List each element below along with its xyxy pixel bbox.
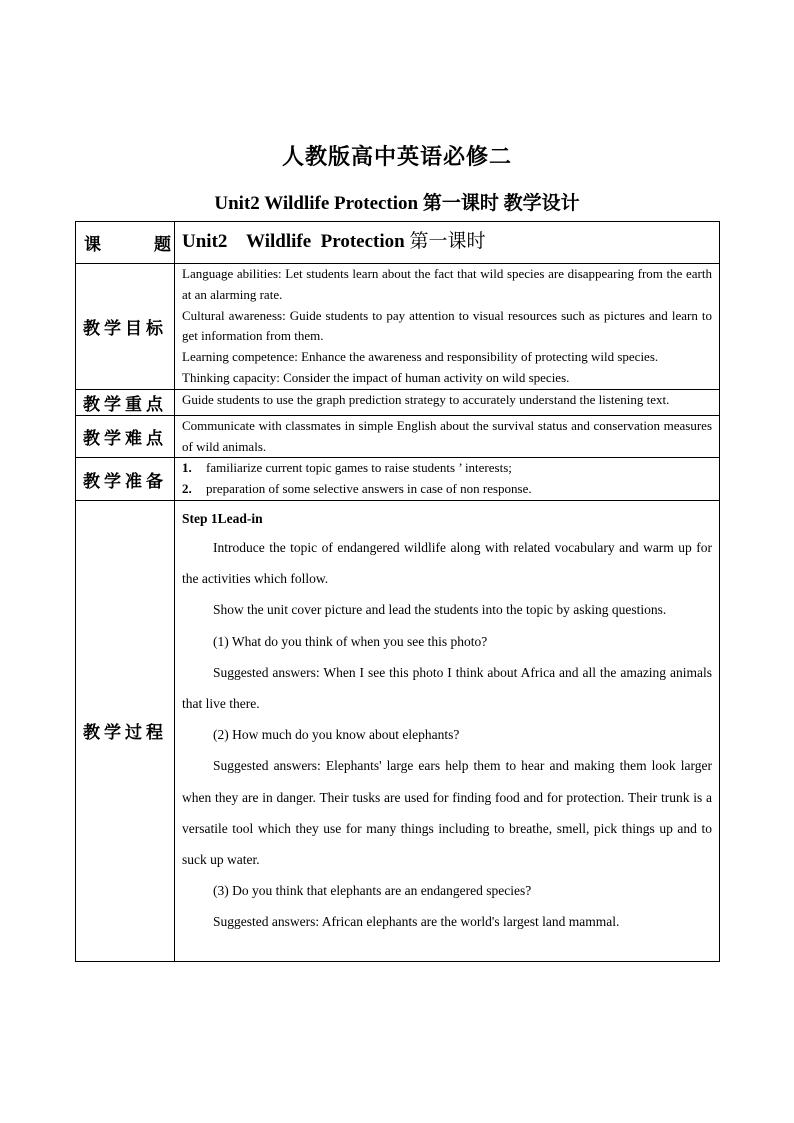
process-answer: Suggested answers: African elephants are the world's largest land mammal.	[213, 914, 620, 930]
objective-item: Language abilities: Let students learn about the fact that wild species are disappearing from the earth at an alarming rate.	[182, 266, 712, 302]
preparation-item-number: 2.	[182, 481, 192, 497]
topic-value	[175, 222, 720, 264]
objective-item: Thinking capacity: Consider the impact of human activity on wild species.	[182, 369, 570, 385]
process-paragraph: Show the unit cover picture and lead the students into the topic by asking questions.	[213, 602, 667, 618]
process-answer: Suggested answers: Elephants' large ears help them to hear and making them look larger when they are in danger. Their tusks are used for finding food and for protection. Their trunk is a versatile tool which they use for many things including to breathe, smell, pick things up and to suck up water.	[182, 758, 712, 867]
preparation-item	[182, 479, 712, 500]
lesson-plan-table	[75, 221, 720, 962]
process-question: (3) Do you think that elephants are an endangered species?	[213, 883, 532, 899]
step-title: Step 1Lead-in	[182, 510, 263, 526]
topic-value-cn: 第一课时	[409, 231, 486, 253]
preparation-item-number: 1.	[182, 460, 192, 476]
objectives-row	[76, 264, 720, 390]
key-points-row	[76, 389, 720, 415]
difficulties-content: Communicate with classmates in simple English about the survival status and conservation measures of wild animals.	[175, 415, 720, 458]
preparation-item	[182, 458, 712, 479]
topic-label-char-2: 题	[154, 235, 171, 254]
preparation-item-text: familiarize current topic games to raise students ’ interests;	[206, 460, 512, 476]
preparation-row	[76, 458, 720, 501]
key-points-content: Guide students to use the graph prediction strategy to accurately understand the listening text.	[175, 389, 720, 415]
objective-item: Learning competence: Enhance the awareness and responsibility of protecting wild species.	[182, 349, 659, 365]
process-content	[175, 500, 720, 961]
process-answer: Suggested answers: When I see this photo I think about Africa and all the amazing animals that live there.	[182, 664, 712, 711]
page-title: 人教版高中英语必修二	[281, 144, 512, 169]
topic-row	[76, 222, 720, 264]
topic-value-en: Unit2 Wildlife Protection	[182, 231, 410, 253]
difficulties-label: 教学难点	[76, 415, 175, 458]
preparation-content	[175, 458, 720, 501]
preparation-label: 教学准备	[76, 458, 175, 501]
topic-label-char-1: 课	[84, 235, 101, 254]
objective-item: Cultural awareness: Guide students to pay attention to visual resources such as pictures and learn to get information from them.	[182, 307, 712, 344]
process-question: (1) What do you think of when you see this photo?	[213, 633, 488, 649]
topic-label	[76, 222, 175, 264]
page-subtitle: Unit2 Wildlife Protection 第一课时 教学设计	[214, 193, 580, 214]
process-question: (2) How much do you know about elephants?	[213, 727, 460, 743]
difficulties-row	[76, 415, 720, 458]
objectives-content	[175, 264, 720, 390]
process-paragraph: Introduce the topic of endangered wildlife along with related vocabulary and warm up for the activities which follow.	[182, 539, 712, 587]
objectives-label: 教学目标	[76, 264, 175, 390]
process-row	[76, 500, 720, 961]
process-label: 教学过程	[76, 500, 175, 961]
key-points-label: 教学重点	[76, 389, 175, 415]
preparation-item-text: preparation of some selective answers in case of non response.	[206, 481, 532, 497]
